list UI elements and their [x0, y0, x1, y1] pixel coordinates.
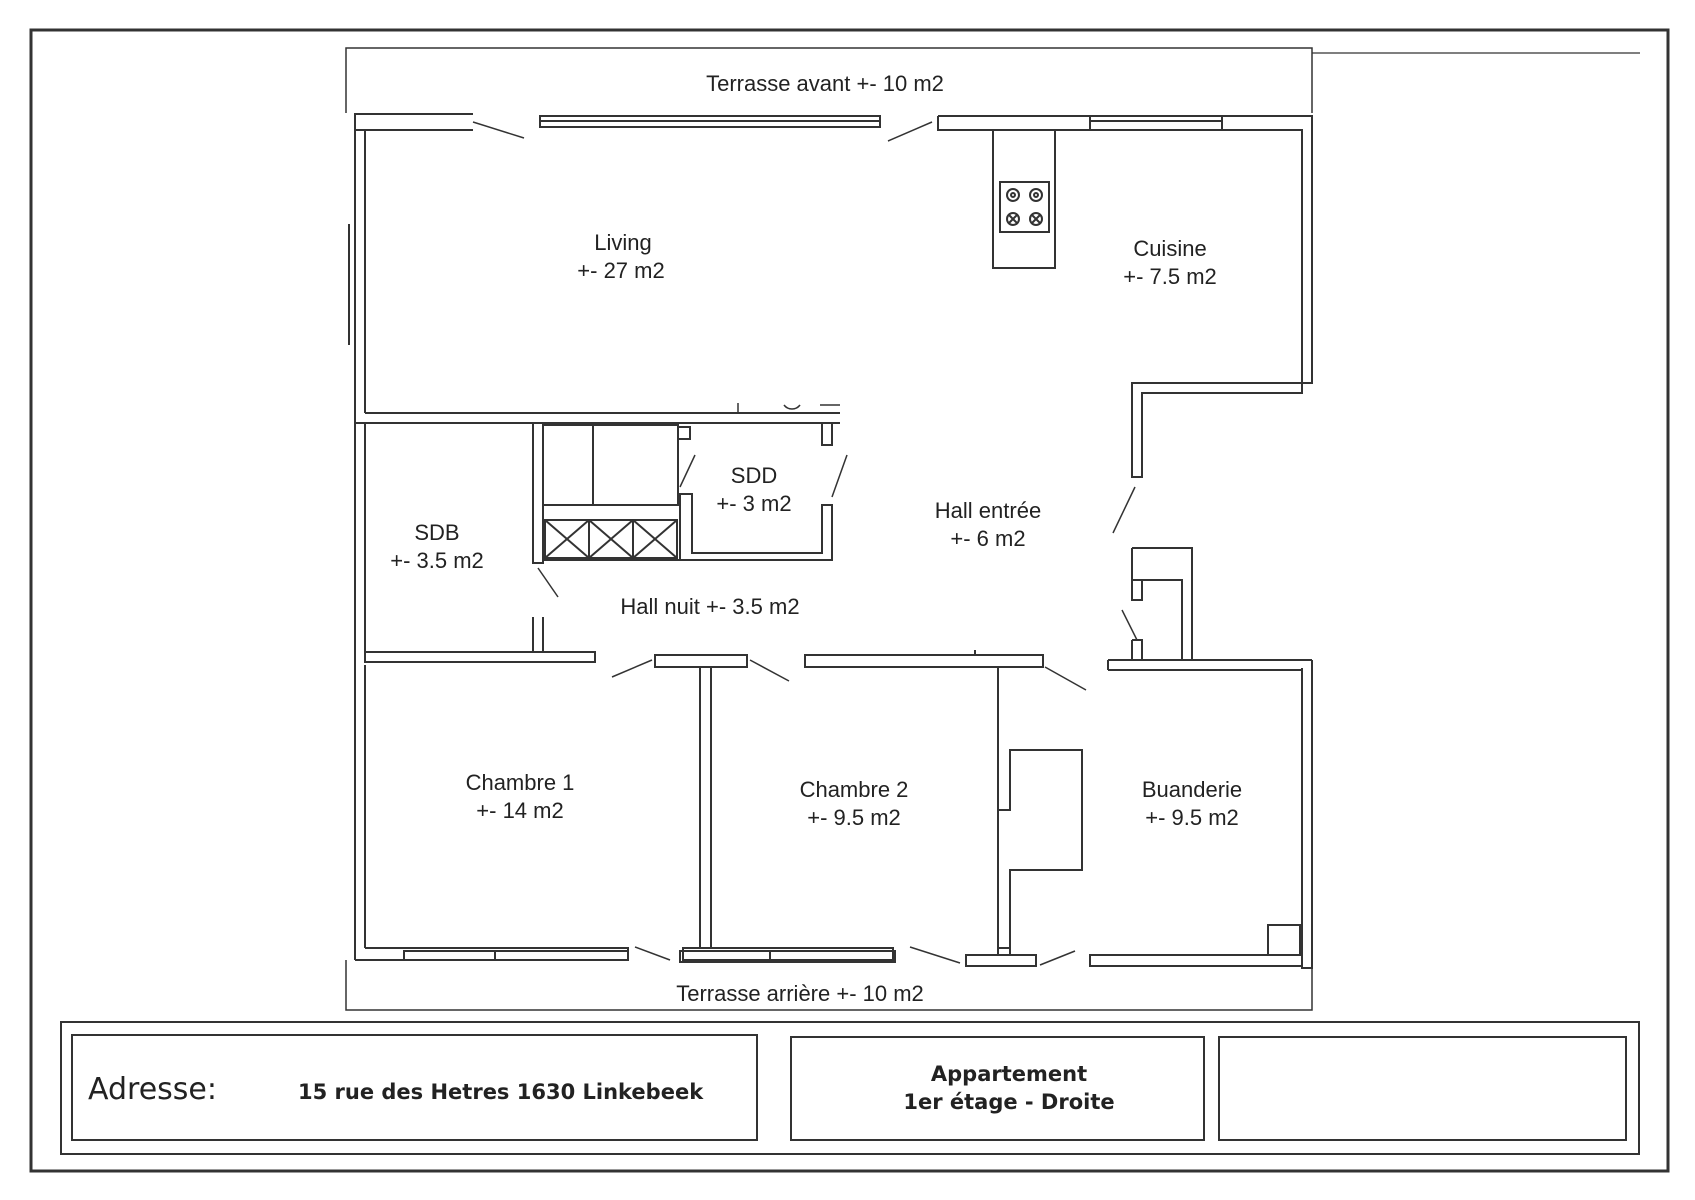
chambre1-name-label: Chambre 1 [465, 770, 575, 795]
sdb-name-label: SDB [414, 520, 460, 545]
unit-cell [791, 1037, 1204, 1140]
living-area-label: +- 27 m2 [577, 258, 665, 283]
blank-cell [1219, 1037, 1626, 1140]
sdb-area-label: +- 3.5 m2 [390, 548, 484, 573]
cuisine-area-label: +- 7.5 m2 [1123, 264, 1217, 289]
interior-walls [365, 423, 1312, 966]
address-label: Adresse: [88, 1072, 217, 1107]
terrasse-avant-label: Terrasse avant +- 10 m2 [706, 71, 944, 96]
address-value: 15 rue des Hetres 1630 Linkebeek [298, 1080, 704, 1104]
unit-line1: Appartement [930, 1062, 1088, 1086]
hall-entree-name-label: Hall entrée [934, 498, 1042, 523]
hall-entree-area-label: +- 6 m2 [950, 526, 1026, 551]
chambre2-area-label: +- 9.5 m2 [807, 805, 901, 830]
title-block [61, 1022, 1639, 1154]
chambre2-name-label: Chambre 2 [799, 777, 909, 802]
buanderie-area-label: +- 9.5 m2 [1145, 805, 1239, 830]
living-name-label: Living [594, 230, 652, 255]
unit-line2: 1er étage - Droite [903, 1090, 1115, 1114]
terrasse-arriere-label: Terrasse arrière +- 10 m2 [676, 981, 924, 1006]
room-labels [390, 71, 1242, 1006]
terrace-outline [346, 48, 1312, 1010]
sdd-area-label: +- 3 m2 [716, 491, 792, 516]
buanderie-name-label: Buanderie [1141, 777, 1243, 802]
cuisine-name-label: Cuisine [1133, 236, 1207, 261]
hall-nuit-label: Hall nuit +- 3.5 m2 [620, 594, 800, 619]
chambre1-area-label: +- 14 m2 [476, 798, 564, 823]
kitchen-island [993, 130, 1055, 268]
sdd-name-label: SDD [730, 463, 778, 488]
